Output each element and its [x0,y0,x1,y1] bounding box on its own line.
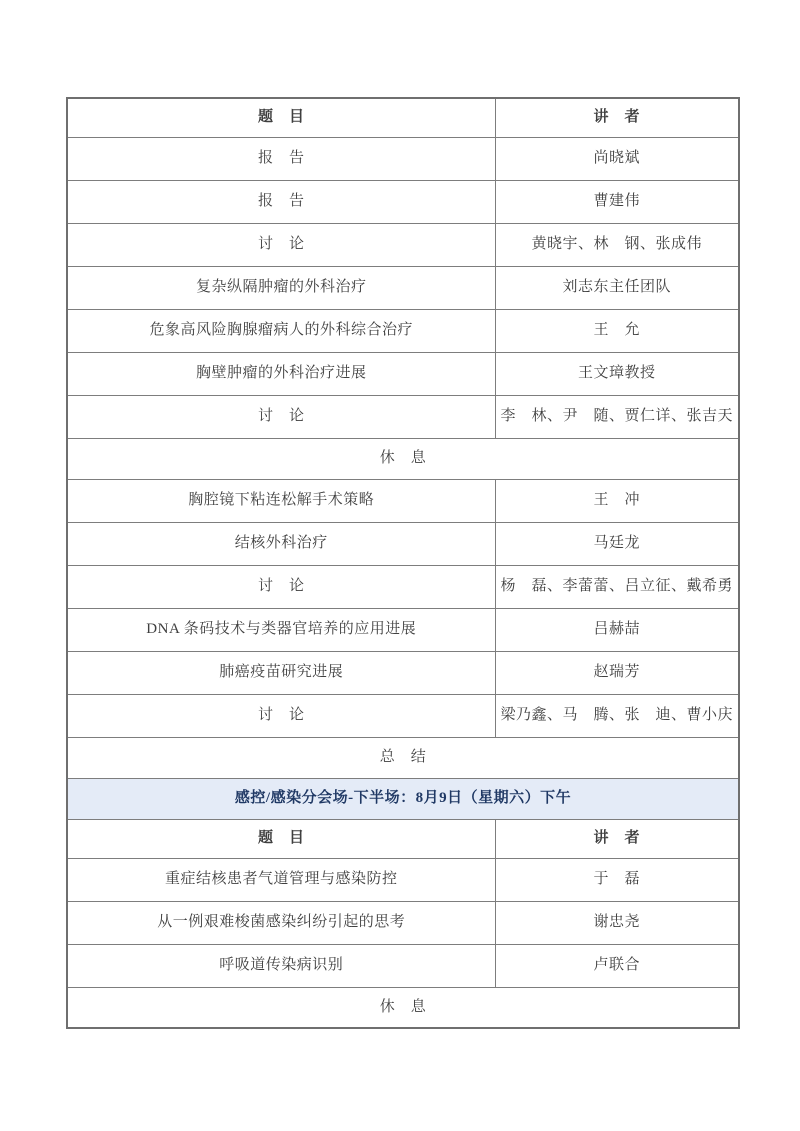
table-row [67,608,739,651]
topic-cell: DNA 条码技术与类器官培养的应用进展 [67,608,495,651]
speaker-cell: 李 林、尹 随、贾仁详、张吉天 [495,395,739,438]
table-row [67,479,739,522]
table-header-row [67,98,739,137]
topic-header: 题 目 [67,819,495,858]
topic-cell: 讨 论 [67,565,495,608]
topic-cell: 报 告 [67,180,495,223]
topic-cell: 肺癌疫苗研究进展 [67,651,495,694]
break-row [67,987,739,1028]
topic-cell: 讨 论 [67,694,495,737]
topic-cell: 胸壁肿瘤的外科治疗进展 [67,352,495,395]
speaker-header: 讲 者 [495,98,739,137]
speaker-cell: 梁乃鑫、马 腾、张 迪、曹小庆 [495,694,739,737]
topic-cell: 从一例艰难梭菌感染纠纷引起的思考 [67,901,495,944]
table-row [67,694,739,737]
table-row [67,395,739,438]
summary-row [67,737,739,778]
speaker-cell: 尚晓斌 [495,137,739,180]
table-row [67,522,739,565]
table-row [67,180,739,223]
speaker-cell: 曹建伟 [495,180,739,223]
topic-cell: 报 告 [67,137,495,180]
break-label: 休 息 [67,987,739,1028]
speaker-cell: 黄晓宇、林 钢、张成伟 [495,223,739,266]
table-row [67,309,739,352]
speaker-cell: 王 允 [495,309,739,352]
speaker-cell: 卢联合 [495,944,739,987]
topic-cell: 危象高风险胸腺瘤病人的外科综合治疗 [67,309,495,352]
table-row [67,266,739,309]
topic-cell: 结核外科治疗 [67,522,495,565]
table-row [67,858,739,901]
break-label: 休 息 [67,438,739,479]
speaker-cell: 吕赫喆 [495,608,739,651]
table-row [67,944,739,987]
table-row [67,223,739,266]
speaker-cell: 杨 磊、李蕾蕾、吕立征、戴希勇 [495,565,739,608]
speaker-header: 讲 者 [495,819,739,858]
speaker-cell: 刘志东主任团队 [495,266,739,309]
table-row [67,137,739,180]
topic-cell: 呼吸道传染病识别 [67,944,495,987]
speaker-cell: 王文璋教授 [495,352,739,395]
table-header-row [67,819,739,858]
topic-header: 题 目 [67,98,495,137]
speaker-cell: 谢忠尧 [495,901,739,944]
speaker-cell: 于 磊 [495,858,739,901]
table-row [67,352,739,395]
table-row [67,565,739,608]
topic-cell: 复杂纵隔肿瘤的外科治疗 [67,266,495,309]
session-banner-cell: 感控/感染分会场-下半场：8月9日（星期六）下午 [67,778,739,819]
topic-cell: 胸腔镜下粘连松解手术策略 [67,479,495,522]
topic-cell: 讨 论 [67,223,495,266]
table-row [67,901,739,944]
table-row [67,651,739,694]
topic-cell: 讨 论 [67,395,495,438]
speaker-cell: 马廷龙 [495,522,739,565]
topic-cell: 重症结核患者气道管理与感染防控 [67,858,495,901]
speaker-cell: 赵瑞芳 [495,651,739,694]
session-banner-row [67,778,739,819]
break-row [67,438,739,479]
speaker-cell: 王 冲 [495,479,739,522]
summary-label: 总 结 [67,737,739,778]
schedule-table [66,97,740,1029]
